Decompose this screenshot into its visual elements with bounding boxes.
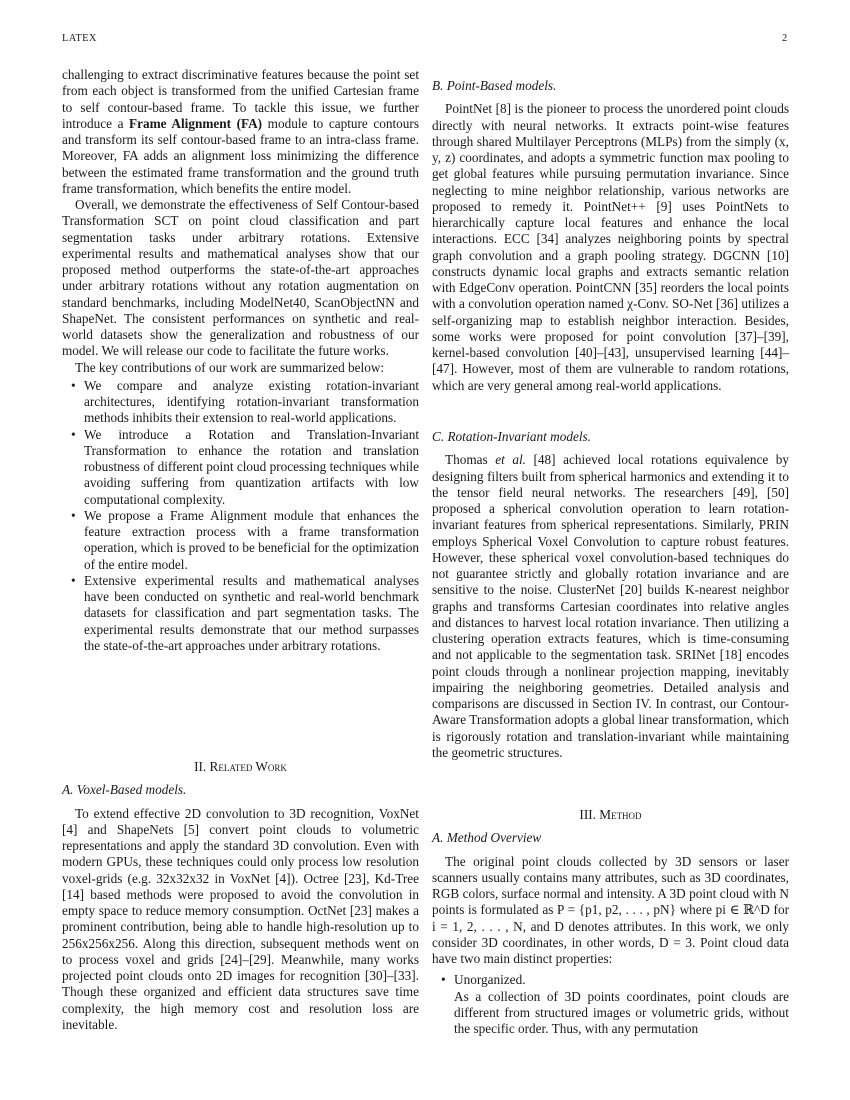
page-number: 2 [782,33,788,44]
subsection-point: B. Point-Based models. [432,78,557,93]
subsection-rotation: C. Rotation-Invariant models. [432,429,591,444]
bullet-title: Unorganized. [454,972,526,988]
list-item: • We introduce a Rotation and Translation-Invariant Transformation to enhance the rotation and translation robustness of different point cloud processing techniques while avoiding suffering from quantization artifacts with low computational complexity. [84,427,419,508]
text: [48] achieved local rotations equivalence by designing filters built from spherical harmonics and extending it to the tensor field neural networks. The researchers [49], [50] proposed a spherical convolution operation to learn rotation-invariant features from spherical representations. Similarly, PRIN employs Spherical Voxel Convolution to capture robust features. However, these spherical voxel convolution-based techniques do not guarantee strictly and globally rotation invariance and are sensitive to the noise. ClusterNet [20] builds K-nearest neighbor graphs and transforms Cartesian coordinates into relative angles and distances to harvest local rotation invariance. Then utilizing a clustering operation extracts features, which is time-consuming and not applicable to the segmentation task. SRINet [18] encodes point clouds through a nonlinear projection mapping, inevitably impairing the neighboring geometries. Detailed analysis and comparisons are discussed in Section IV. In contrast, our Contour-Aware Transformation adopts a global linear transformation, which is rigorously rotation and translation-invariant while maintaining the geometric structures. [432,452,790,760]
rotation-paragraph [432,452,789,761]
text: challenging to extract discriminative features because the point set from each object is transformed from the unified Cartesian frame to self contour-based frame. To tackle this issue, we further introduce a [62,67,419,131]
subsection-voxel: A. Voxel-Based models. [62,782,187,798]
subsection-method-overview: A. Method Overview [432,830,542,846]
list-item: • We propose a Frame Alignment module that enhances the feature extraction process with a frame transformation operation, which is proved to be beneficial for the optimization of the entire model. [84,508,419,573]
method-paragraph: The original point clouds collected by 3D sensors or laser scanners usually contains many attributes, such as 3D coordinates, RGB colors, surface normal and intensity. A 3D point cloud with N points is formulated as P = {p1, p2, . . . , pN} where pi ∈ ℝ^D for i = 1, 2, . . . , N, and D denotes attributes. In this work, we only consider 3D coordinates, in other words, D = 3. Point cloud data have two main distinct properties: [432,853,789,966]
et-al: et al. [495,452,526,468]
list-item: • We compare and analyze existing rotation-invariant architectures, identifying rotation-invariant transformation methods inhibits their extension to real-world applications. [84,378,419,427]
running-header: LATEX [62,33,97,44]
voxel-paragraph: To extend effective 2D convolution to 3D recognition, VoxNet [4] and ShapeNets [5] convert point clouds to volumetric representations and apply the standard 3D convolution. Even with modern GPUs, these techniques could only process low resolution voxel-grids (e.g. 32x32x32 in VoxNet [4]). Octree [23], Kd-Tree [14] based methods were proposed to avoid the convolution in empty space to reduce memory consumption. OctNet [23] makes a prominent contribution, being able to handle high-resolution up to 256x256x256. Along this direction, subsequent methods went on to process voxel and grids [24]–[29]. Meanwhile, many works projected point clouds onto 2D images for recognition [30]–[33]. Though these organized and efficient data structures save time complexity, the high memory cost and resolution loss are inevitable. [62,805,419,1032]
list-item: • Extensive experimental results and mathematical analyses have been conducted on synthetic and real-world benchmark datasets for classification and part segmentation tasks. The experimental results demonstrate that our method surpasses the state-of-the-art approaches under arbitrary rotations. [84,573,419,654]
section-heading-method: III. Method [579,807,642,822]
point-paragraph: PointNet [8] is the pioneer to process the unordered point clouds directly with neural networks. It extracts point-wise features through shared Multilayer Perceptrons (MLPs) from the simply (x, y, z) coordinates, and adopts a symmetric function max pooling to get global features while pursuing permutation invariance. Since neglecting to mine neighbor relationship, various networks are proposed to remedy it. PointNet++ [9] uses PointNets to hierarchically capture local features and enhance the local interactions. ECC [34] analyzes neighboring points by spectral graph convolution and a graph pooling strategy. DGCNN [10] constructs dynamic local graphs and extracts semantic relation with EdgeConv operation. PointCNN [35] reorders the local points with a convolution operation named χ-Conv. SO-Net [36] utilizes a self-organizing map to establish neighbor interaction. Besides, some works were proposed for point convolution [37]–[39], kernel-based convolution [40]–[43], unsupervised learning [44]–[47]. However, most of them are vulnerable to random rotations, which are very general among real-world applications. [432,101,789,393]
contributions-list [62,378,419,654]
list-item [454,972,789,1037]
properties-list [432,972,789,1037]
intro-paragraph-fa [62,67,419,197]
text: Thomas [445,452,496,468]
contributions-intro: The key contributions of our work are summarized below: [75,359,385,375]
overall-paragraph: Overall, we demonstrate the effectiveness of Self Contour-based Transformation SCT on point cloud classification and part segmentation tasks under arbitrary rotations. Extensive experimental results and mathematical analyses show that our proposed method outperforms the state-of-the-art approaches under arbitrary rotations without any rotation augmentation on standard benchmarks, including ModelNet40, ScanObjectNN and ShapeNet. The consistent performances on synthetic and real-world datasets show the generalization and robustness of our model. We will release our code to facilitate the future works. [62,197,419,359]
section-heading-related-work: II. Related Work [194,759,287,774]
text: module to capture contours and transform its self contour-based frame to an intra-class frame. Moreover, FA adds an alignment loss minimizing the difference between the estimated frame transformation and the ground truth frame transformation, which benefits the entire model. [62,115,420,196]
bullet-text: As a collection of 3D points coordinates, point clouds are different from structured images or volumetric grids, without the specific order. Thus, with any permutation [454,988,789,1036]
fa-term: Frame Alignment (FA) [129,115,263,131]
